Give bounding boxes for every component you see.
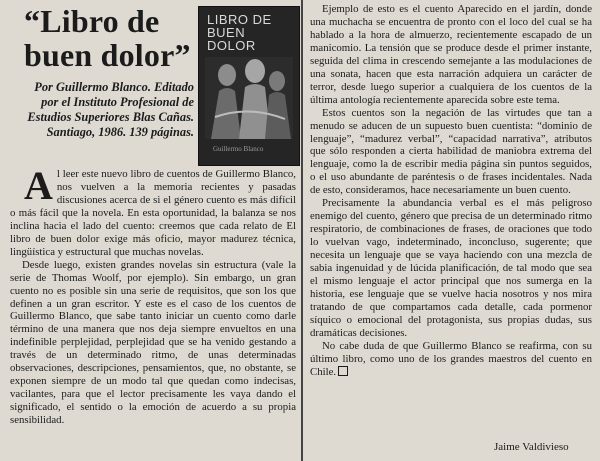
book-cover-image	[198, 6, 300, 166]
column-divider	[301, 0, 303, 461]
body-paragraph: No cabe duda de que Guillermo Blanco se reafirma, con su último libro, como uno de los grandes maestros del cuento en Chile.	[310, 339, 592, 378]
review-credits: Por Guillermo Blanco. Editado por el Instituto Profesional de Estudios Superiores Blas Cañas. Santiago, 1986. 139 páginas.	[27, 80, 194, 139]
right-column	[310, 3, 592, 379]
body-paragraph: Desde luego, existen grandes novelas sin estructura (vale la serie de Thomas Woolf, por ejemplo). Sin embargo, un gran cuento no es posible sin una serie de requisitos, que son los que definen a un gran escritor. Y este es el caso de los cuentos de Guillermo Blanco, que sabe tanto iniciar un cuento como darle término de una manera que nos deja siempre envueltos en una indefinible perplejidad, perplejidad que se ha venido gestando a través de un determinado ritmo, de unas determinadas observaciones, descripciones, pensamientos, que, no obstante, se exponen siempre de un modo tal que quedan como indecisas, vacilantes, para que el lector precisamente les vaya dando el significado, el sentido o la emoción de acuerdo a su propia sensibilidad.	[10, 258, 296, 427]
end-mark-icon	[338, 366, 348, 376]
book-cover-author: Guillermo Blanco	[213, 145, 264, 153]
author-signature: Jaime Valdivieso	[494, 441, 569, 453]
body-paragraph: Ejemplo de esto es el cuento Aparecido en el jardín, donde una muchacha se encuentra de pronto con el loco del cual se ha hablado a la hora de almuerzo, recientemente escapado de un manicomio. La tensión que se produce desde el primer instante, seguida del clima in crescendo semejante a las modulaciones de una sonata, hacen que esta narración adquiera un carácter de terror, desde luego superior a cualquiera de los cuentos de la última antología recientemente aparecida sobre este tema.	[310, 3, 592, 106]
book-cover-title: LIBRO DE BUEN DOLOR	[207, 12, 272, 53]
body-paragraph: l leer este nuevo libro de cuentos de Guillermo Blanco, nos vuelven a la memoria recientes y pasadas discusiones acerca de si el género cuento es más difícil o más fácil que la novela. En esta oportunidad, la balanza se nos inclina hacia el lado del cuento: creemos que cada relato de El libro de buen dolor exige más oficio, mayor madurez técnica, lingüística y estructural que muchas novelas.	[10, 168, 296, 258]
left-column	[10, 163, 296, 427]
body-paragraph: Estos cuentos son la negación de las virtudes que tan a menudo se aducen de un supuesto buen cuentista: “dominio de lenguaje”, “madurez verbal”, “capacidad narrativa”, atributos que sólo responden a cierta habilidad de maniobra extrema del lenguaje, como la de escribir media página sin puntos seguidos, o el uso abundante de paréntesis o de frases incidentales. Nada de esto, consideramos, hace necesariamente un buen cuento.	[310, 106, 592, 197]
review-title: “Libro de buen dolor”	[24, 3, 191, 73]
drop-cap: A	[24, 163, 53, 208]
cover-figures-illustration	[205, 57, 293, 139]
body-paragraph: Precisamente la abundancia verbal es el más peligroso enemigo del cuento, género que precisa de un determinado ritmo respiratorio, de combinaciones de frases, de oraciones que todo lo vuelvan vago, indeterminado, inconcluso, sugerente; que necesita un lenguaje que se vaya haciendo con una mezcla de sabia ingenuidad y de lúcida planificación, de tal modo que sea el mismo lenguaje el actor principal que nos sumerga en la historia, ese lenguaje que se vuelve hacia nosotros y nos mira tratando de que compartamos cada detalle, cada pormenor síquico o emocional del protagonista, sus propias dudas, sus dramáticas decisiones.	[310, 197, 592, 339]
